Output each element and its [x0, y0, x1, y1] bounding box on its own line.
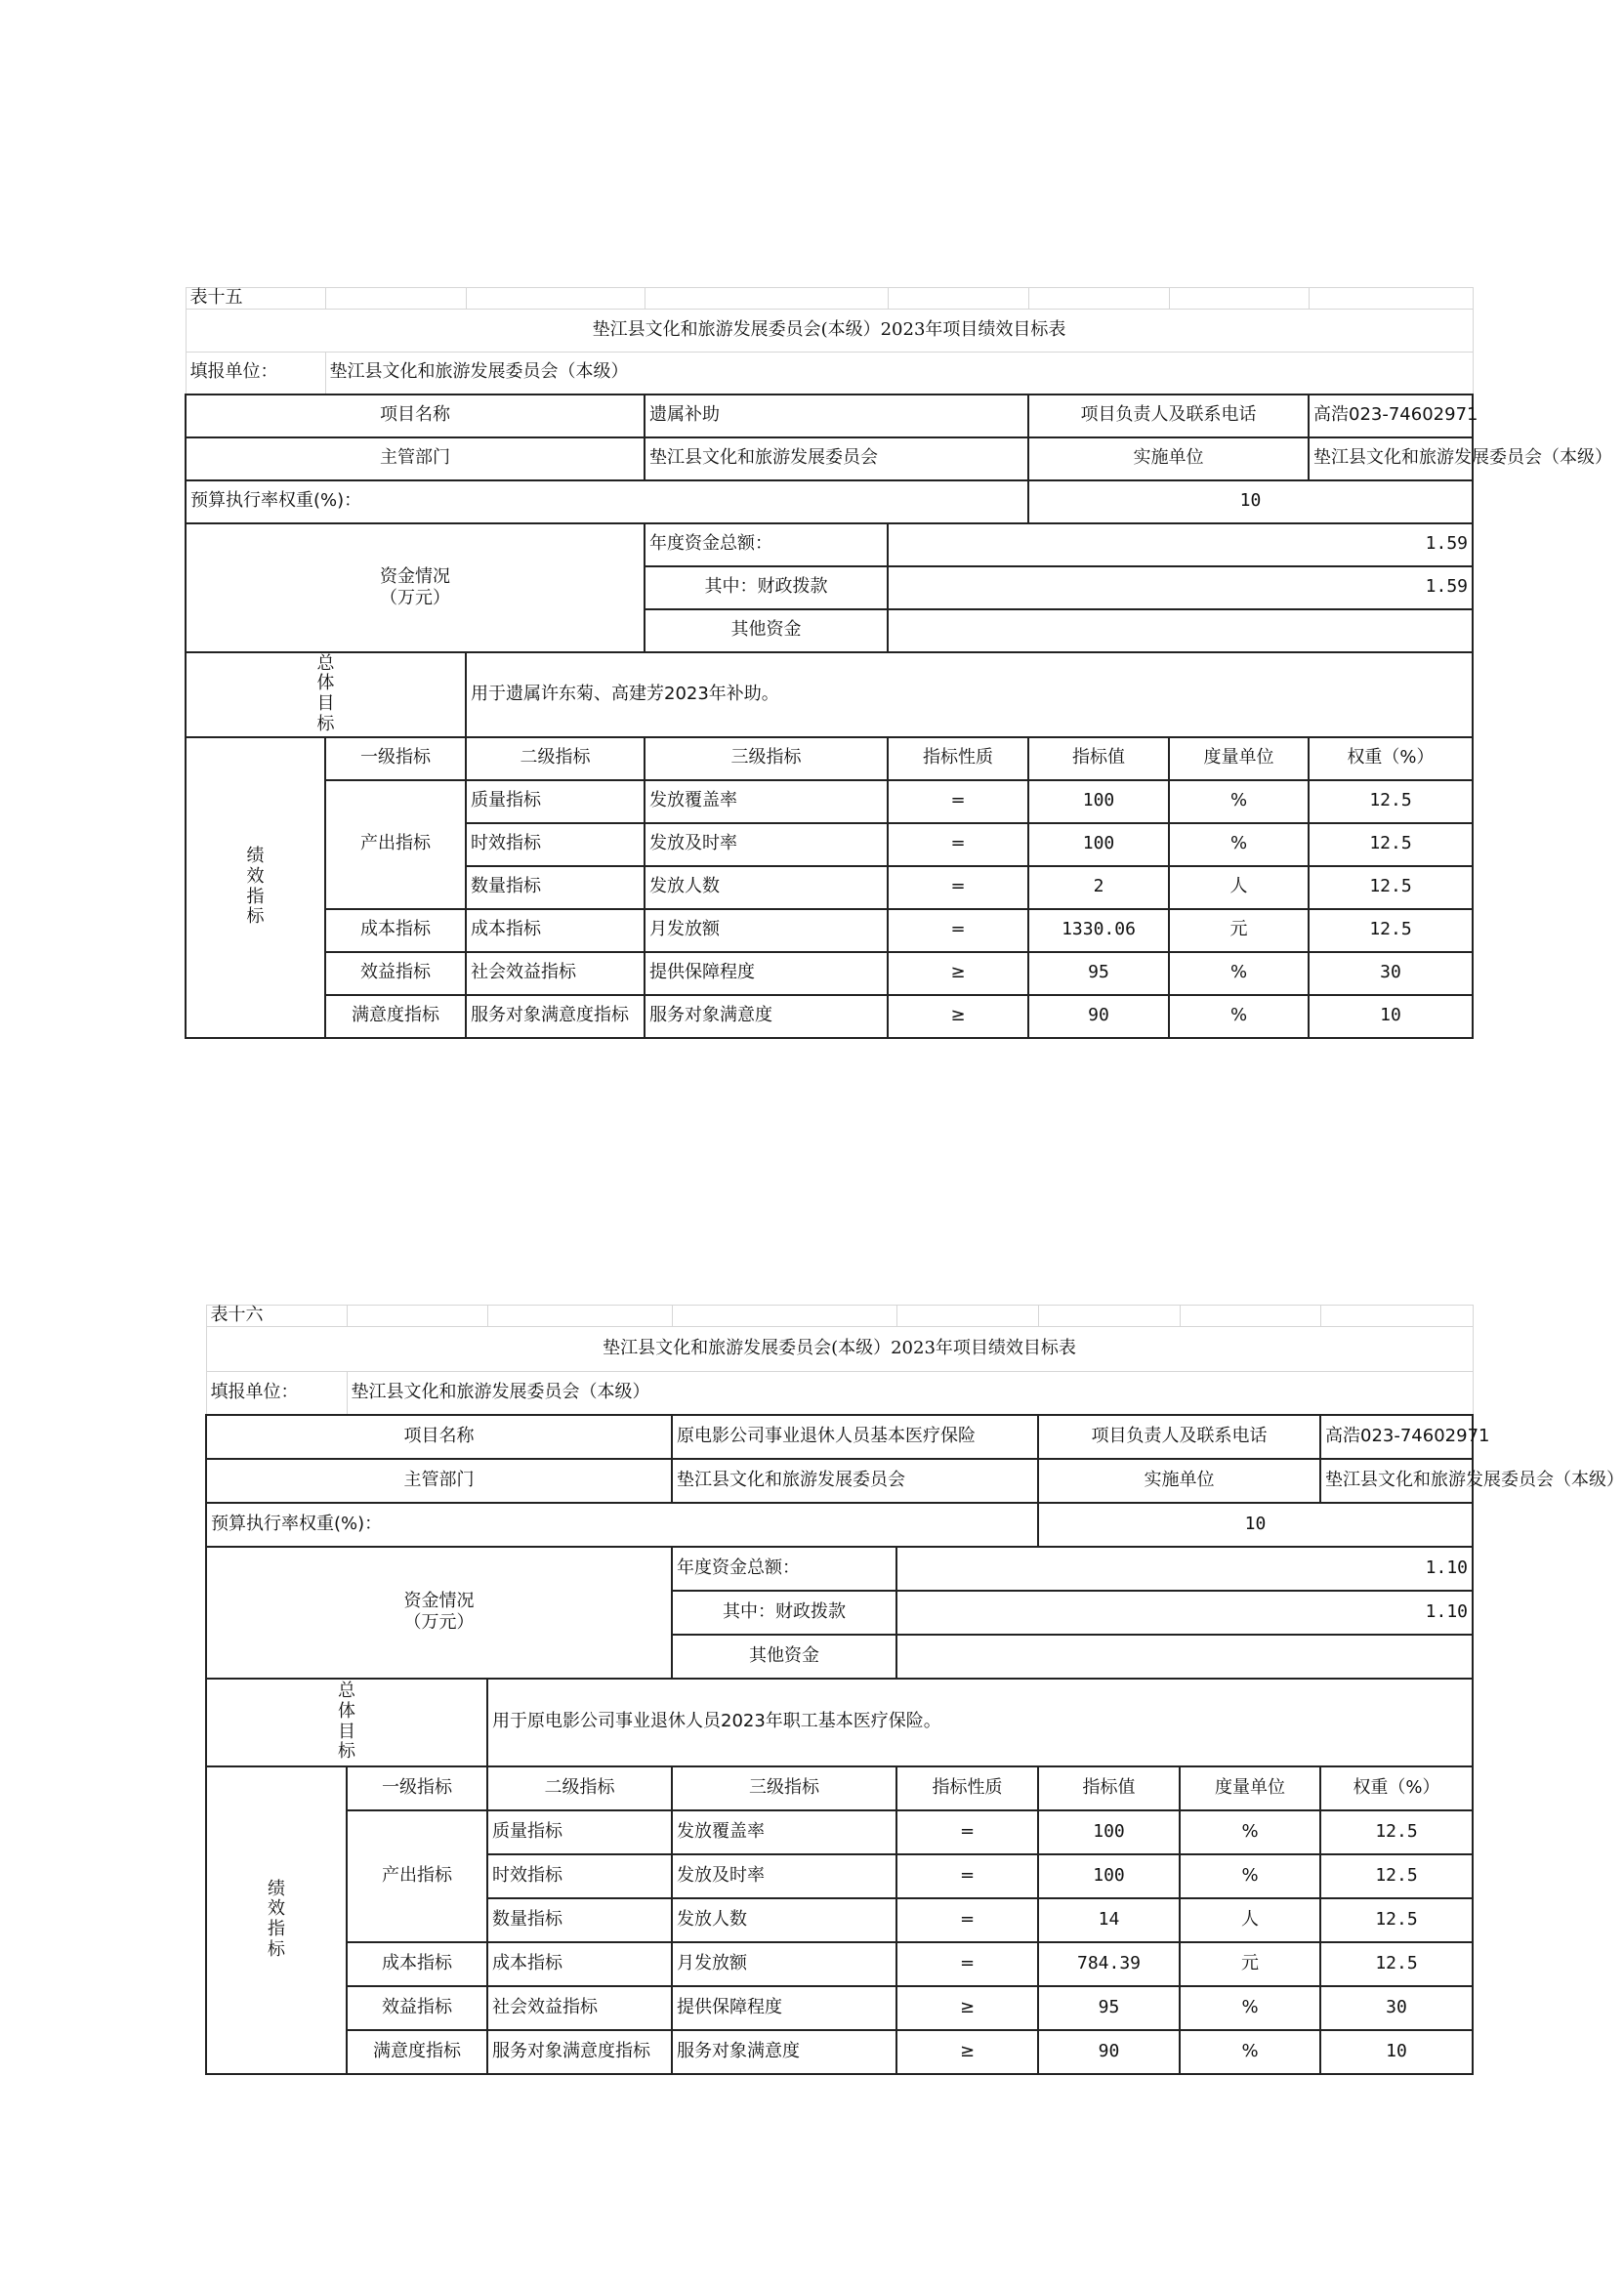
- level3-cell: 发放及时率: [672, 1854, 896, 1898]
- level1-cost: 成本指标: [325, 909, 466, 952]
- annual-total-label: 年度资金总额：: [672, 1547, 896, 1591]
- weight-cell: 10: [1320, 2030, 1473, 2074]
- nature-cell: =: [896, 1942, 1038, 1986]
- fund-label-line2: （万元）: [403, 1612, 475, 1633]
- level1-output: 产出指标: [325, 780, 466, 909]
- goal-label: [186, 652, 466, 737]
- value-cell: 100: [1028, 780, 1169, 823]
- weight-cell: 30: [1309, 952, 1473, 995]
- perf-label-char: 效: [246, 865, 265, 887]
- unit-cell: %: [1180, 1854, 1320, 1898]
- level2-cell: 质量指标: [487, 1810, 672, 1854]
- weight-cell: 12.5: [1309, 866, 1473, 909]
- budget-rate-label: 预算执行率权重(%)：: [186, 480, 1028, 523]
- level2-cell: 服务对象满意度指标: [466, 995, 645, 1038]
- nature-cell: =: [896, 1810, 1038, 1854]
- level1-output: 产出指标: [347, 1810, 487, 1942]
- perf-label-char: 效: [268, 1898, 285, 1920]
- level2-cell: 成本指标: [487, 1942, 672, 1986]
- value-cell: 95: [1028, 952, 1169, 995]
- unit-cell: 人: [1169, 866, 1309, 909]
- perf-label-char: 指: [268, 1919, 285, 1939]
- impl-value: 垫江县文化和旅游发展委员会（本级）: [1309, 437, 1473, 480]
- level2-cell: 成本指标: [466, 909, 645, 952]
- goal-label-char: 标: [338, 1741, 355, 1763]
- header-level2: 二级指标: [466, 737, 645, 780]
- header-level2: 二级指标: [487, 1766, 672, 1810]
- table: [185, 287, 1612, 1039]
- unit-cell: %: [1169, 780, 1309, 823]
- value-cell: 1330.06: [1028, 909, 1169, 952]
- performance-table-15: [185, 287, 1612, 1039]
- weight-cell: 12.5: [1309, 780, 1473, 823]
- table-row: [186, 780, 1473, 823]
- impl-label: 实施单位: [1038, 1459, 1320, 1503]
- budget-rate-label: 预算执行率权重(%)：: [206, 1503, 1038, 1547]
- nature-cell: =: [888, 866, 1028, 909]
- level3-cell: 服务对象满意度: [672, 2030, 896, 2074]
- header-level3: 三级指标: [645, 737, 888, 780]
- level2-cell: 服务对象满意度指标: [487, 2030, 672, 2074]
- project-name-value: 遗属补助: [645, 395, 1028, 437]
- goal-label-char: 目: [338, 1721, 355, 1742]
- level3-cell: 发放覆盖率: [645, 780, 888, 823]
- value-cell: 2: [1028, 866, 1169, 909]
- project-name-label: 项目名称: [206, 1415, 672, 1459]
- weight-cell: 10: [1309, 995, 1473, 1038]
- level1-benefit: 效益指标: [347, 1986, 487, 2030]
- goal-label-char: 体: [316, 673, 335, 694]
- sheet-label: 表十六: [206, 1306, 347, 1327]
- value-cell: 95: [1038, 1986, 1180, 2030]
- header-nature: 指标性质: [896, 1766, 1038, 1810]
- other-fund-label: 其他资金: [645, 609, 888, 652]
- dept-label: 主管部门: [186, 437, 645, 480]
- level3-cell: 服务对象满意度: [645, 995, 888, 1038]
- level2-cell: 数量指标: [466, 866, 645, 909]
- table-row: [206, 2030, 1473, 2074]
- perf-label-char: 绩: [246, 846, 265, 867]
- header-unit: 度量单位: [1180, 1766, 1320, 1810]
- unit-cell: %: [1180, 1986, 1320, 2030]
- table-row: [206, 1942, 1473, 1986]
- perf-label-char: 绩: [268, 1878, 285, 1899]
- level3-cell: 提供保障程度: [645, 952, 888, 995]
- level3-cell: 发放人数: [645, 866, 888, 909]
- table-row: [206, 1986, 1473, 2030]
- fill-unit-value: 垫江县文化和旅游发展委员会（本级）: [325, 353, 1473, 395]
- fiscal-value: 1.10: [896, 1591, 1473, 1635]
- header-value: 指标值: [1038, 1766, 1180, 1810]
- unit-cell: %: [1169, 995, 1309, 1038]
- value-cell: 100: [1028, 823, 1169, 866]
- fiscal-label: 其中：财政拨款: [672, 1591, 896, 1635]
- value-cell: 100: [1038, 1854, 1180, 1898]
- budget-rate-value: 10: [1028, 480, 1473, 523]
- weight-cell: 30: [1320, 1986, 1473, 2030]
- other-fund-value: [896, 1635, 1473, 1679]
- level2-cell: 数量指标: [487, 1898, 672, 1942]
- level2-cell: 社会效益指标: [487, 1986, 672, 2030]
- goal-label-char: 总: [316, 652, 335, 674]
- value-cell: 90: [1038, 2030, 1180, 2074]
- level2-cell: 时效指标: [466, 823, 645, 866]
- weight-cell: 12.5: [1320, 1810, 1473, 1854]
- nature-cell: ≥: [896, 2030, 1038, 2074]
- unit-cell: %: [1180, 1810, 1320, 1854]
- table-row: [186, 995, 1473, 1038]
- level2-cell: 时效指标: [487, 1854, 672, 1898]
- value-cell: 90: [1028, 995, 1169, 1038]
- nature-cell: =: [888, 823, 1028, 866]
- weight-cell: 12.5: [1320, 1942, 1473, 1986]
- perf-label-char: 指: [246, 886, 265, 907]
- level1-satisfaction: 满意度指标: [347, 2030, 487, 2074]
- other-fund-value: [888, 609, 1473, 652]
- level3-cell: 发放覆盖率: [672, 1810, 896, 1854]
- level3-cell: 月发放额: [645, 909, 888, 952]
- goal-text: 用于原电影公司事业退休人员2023年职工基本医疗保险。: [487, 1679, 1473, 1766]
- unit-cell: 元: [1169, 909, 1309, 952]
- goal-label-char: 总: [338, 1681, 355, 1702]
- header-level1: 一级指标: [325, 737, 466, 780]
- unit-cell: %: [1169, 952, 1309, 995]
- contact-label: 项目负责人及联系电话: [1028, 395, 1309, 437]
- dept-label: 主管部门: [206, 1459, 672, 1503]
- level1-cost: 成本指标: [347, 1942, 487, 1986]
- contact-value: 高浩023-74602971: [1320, 1415, 1473, 1459]
- weight-cell: 12.5: [1309, 823, 1473, 866]
- contact-label: 项目负责人及联系电话: [1038, 1415, 1320, 1459]
- header-level3: 三级指标: [672, 1766, 896, 1810]
- unit-cell: %: [1180, 2030, 1320, 2074]
- perf-label-char: 标: [246, 906, 265, 928]
- project-name-value: 原电影公司事业退休人员基本医疗保险: [672, 1415, 1038, 1459]
- goal-label: [206, 1679, 487, 1766]
- header-weight: 权重（%）: [1309, 737, 1473, 780]
- header-weight: 权重（%）: [1320, 1766, 1473, 1810]
- nature-cell: ≥: [896, 1986, 1038, 2030]
- dept-value: 垫江县文化和旅游发展委员会: [645, 437, 1028, 480]
- performance-table-16: [205, 1305, 1624, 2075]
- header-level1: 一级指标: [347, 1766, 487, 1810]
- nature-cell: =: [896, 1898, 1038, 1942]
- impl-label: 实施单位: [1028, 437, 1309, 480]
- level3-cell: 发放人数: [672, 1898, 896, 1942]
- table-title: 垫江县文化和旅游发展委员会(本级）2023年项目绩效目标表: [186, 310, 1473, 353]
- header-unit: 度量单位: [1169, 737, 1309, 780]
- nature-cell: ≥: [888, 995, 1028, 1038]
- level1-satisfaction: 满意度指标: [325, 995, 466, 1038]
- goal-text: 用于遗属许东菊、高建芳2023年补助。: [466, 652, 1473, 737]
- perf-label: [186, 737, 325, 1038]
- table: [205, 1305, 1624, 2075]
- weight-cell: 12.5: [1309, 909, 1473, 952]
- table-title: 垫江县文化和旅游发展委员会(本级）2023年项目绩效目标表: [206, 1327, 1473, 1372]
- table-row: [186, 952, 1473, 995]
- goal-label-char: 目: [316, 693, 335, 714]
- annual-total-label: 年度资金总额：: [645, 523, 888, 566]
- weight-cell: 12.5: [1320, 1898, 1473, 1942]
- dept-value: 垫江县文化和旅游发展委员会: [672, 1459, 1038, 1503]
- annual-total-value: 1.10: [896, 1547, 1473, 1591]
- fill-unit-label: 填报单位：: [206, 1372, 347, 1415]
- fiscal-label: 其中：财政拨款: [645, 566, 888, 609]
- contact-value: 高浩023-74602971: [1309, 395, 1473, 437]
- table-row: [186, 909, 1473, 952]
- annual-total-value: 1.59: [888, 523, 1473, 566]
- nature-cell: =: [888, 780, 1028, 823]
- header-value: 指标值: [1028, 737, 1169, 780]
- fill-unit-value: 垫江县文化和旅游发展委员会（本级）: [347, 1372, 1473, 1415]
- goal-label-char: 标: [316, 713, 335, 734]
- level3-cell: 提供保障程度: [672, 1986, 896, 2030]
- fill-unit-label: 填报单位：: [186, 353, 325, 395]
- level1-benefit: 效益指标: [325, 952, 466, 995]
- unit-cell: %: [1169, 823, 1309, 866]
- nature-cell: ≥: [888, 952, 1028, 995]
- perf-label: [206, 1766, 347, 2074]
- perf-label-char: 标: [268, 1938, 285, 1960]
- value-cell: 784.39: [1038, 1942, 1180, 1986]
- nature-cell: =: [888, 909, 1028, 952]
- fund-label-line1: 资金情况: [403, 1591, 475, 1612]
- value-cell: 14: [1038, 1898, 1180, 1942]
- level2-cell: 社会效益指标: [466, 952, 645, 995]
- fund-label: [186, 523, 645, 652]
- budget-rate-value: 10: [1038, 1503, 1473, 1547]
- other-fund-label: 其他资金: [672, 1635, 896, 1679]
- weight-cell: 12.5: [1320, 1854, 1473, 1898]
- goal-label-char: 体: [338, 1700, 355, 1722]
- fund-label: [206, 1547, 672, 1679]
- table-row: [206, 1810, 1473, 1854]
- sheet-label: 表十五: [186, 288, 325, 310]
- header-nature: 指标性质: [888, 737, 1028, 780]
- level2-cell: 质量指标: [466, 780, 645, 823]
- value-cell: 100: [1038, 1810, 1180, 1854]
- fund-label-line2: （万元）: [380, 587, 450, 608]
- nature-cell: =: [896, 1854, 1038, 1898]
- level3-cell: 月发放额: [672, 1942, 896, 1986]
- project-name-label: 项目名称: [186, 395, 645, 437]
- impl-value: 垫江县文化和旅游发展委员会（本级）: [1320, 1459, 1473, 1503]
- fund-label-line1: 资金情况: [380, 565, 450, 587]
- unit-cell: 人: [1180, 1898, 1320, 1942]
- fiscal-value: 1.59: [888, 566, 1473, 609]
- unit-cell: 元: [1180, 1942, 1320, 1986]
- level3-cell: 发放及时率: [645, 823, 888, 866]
